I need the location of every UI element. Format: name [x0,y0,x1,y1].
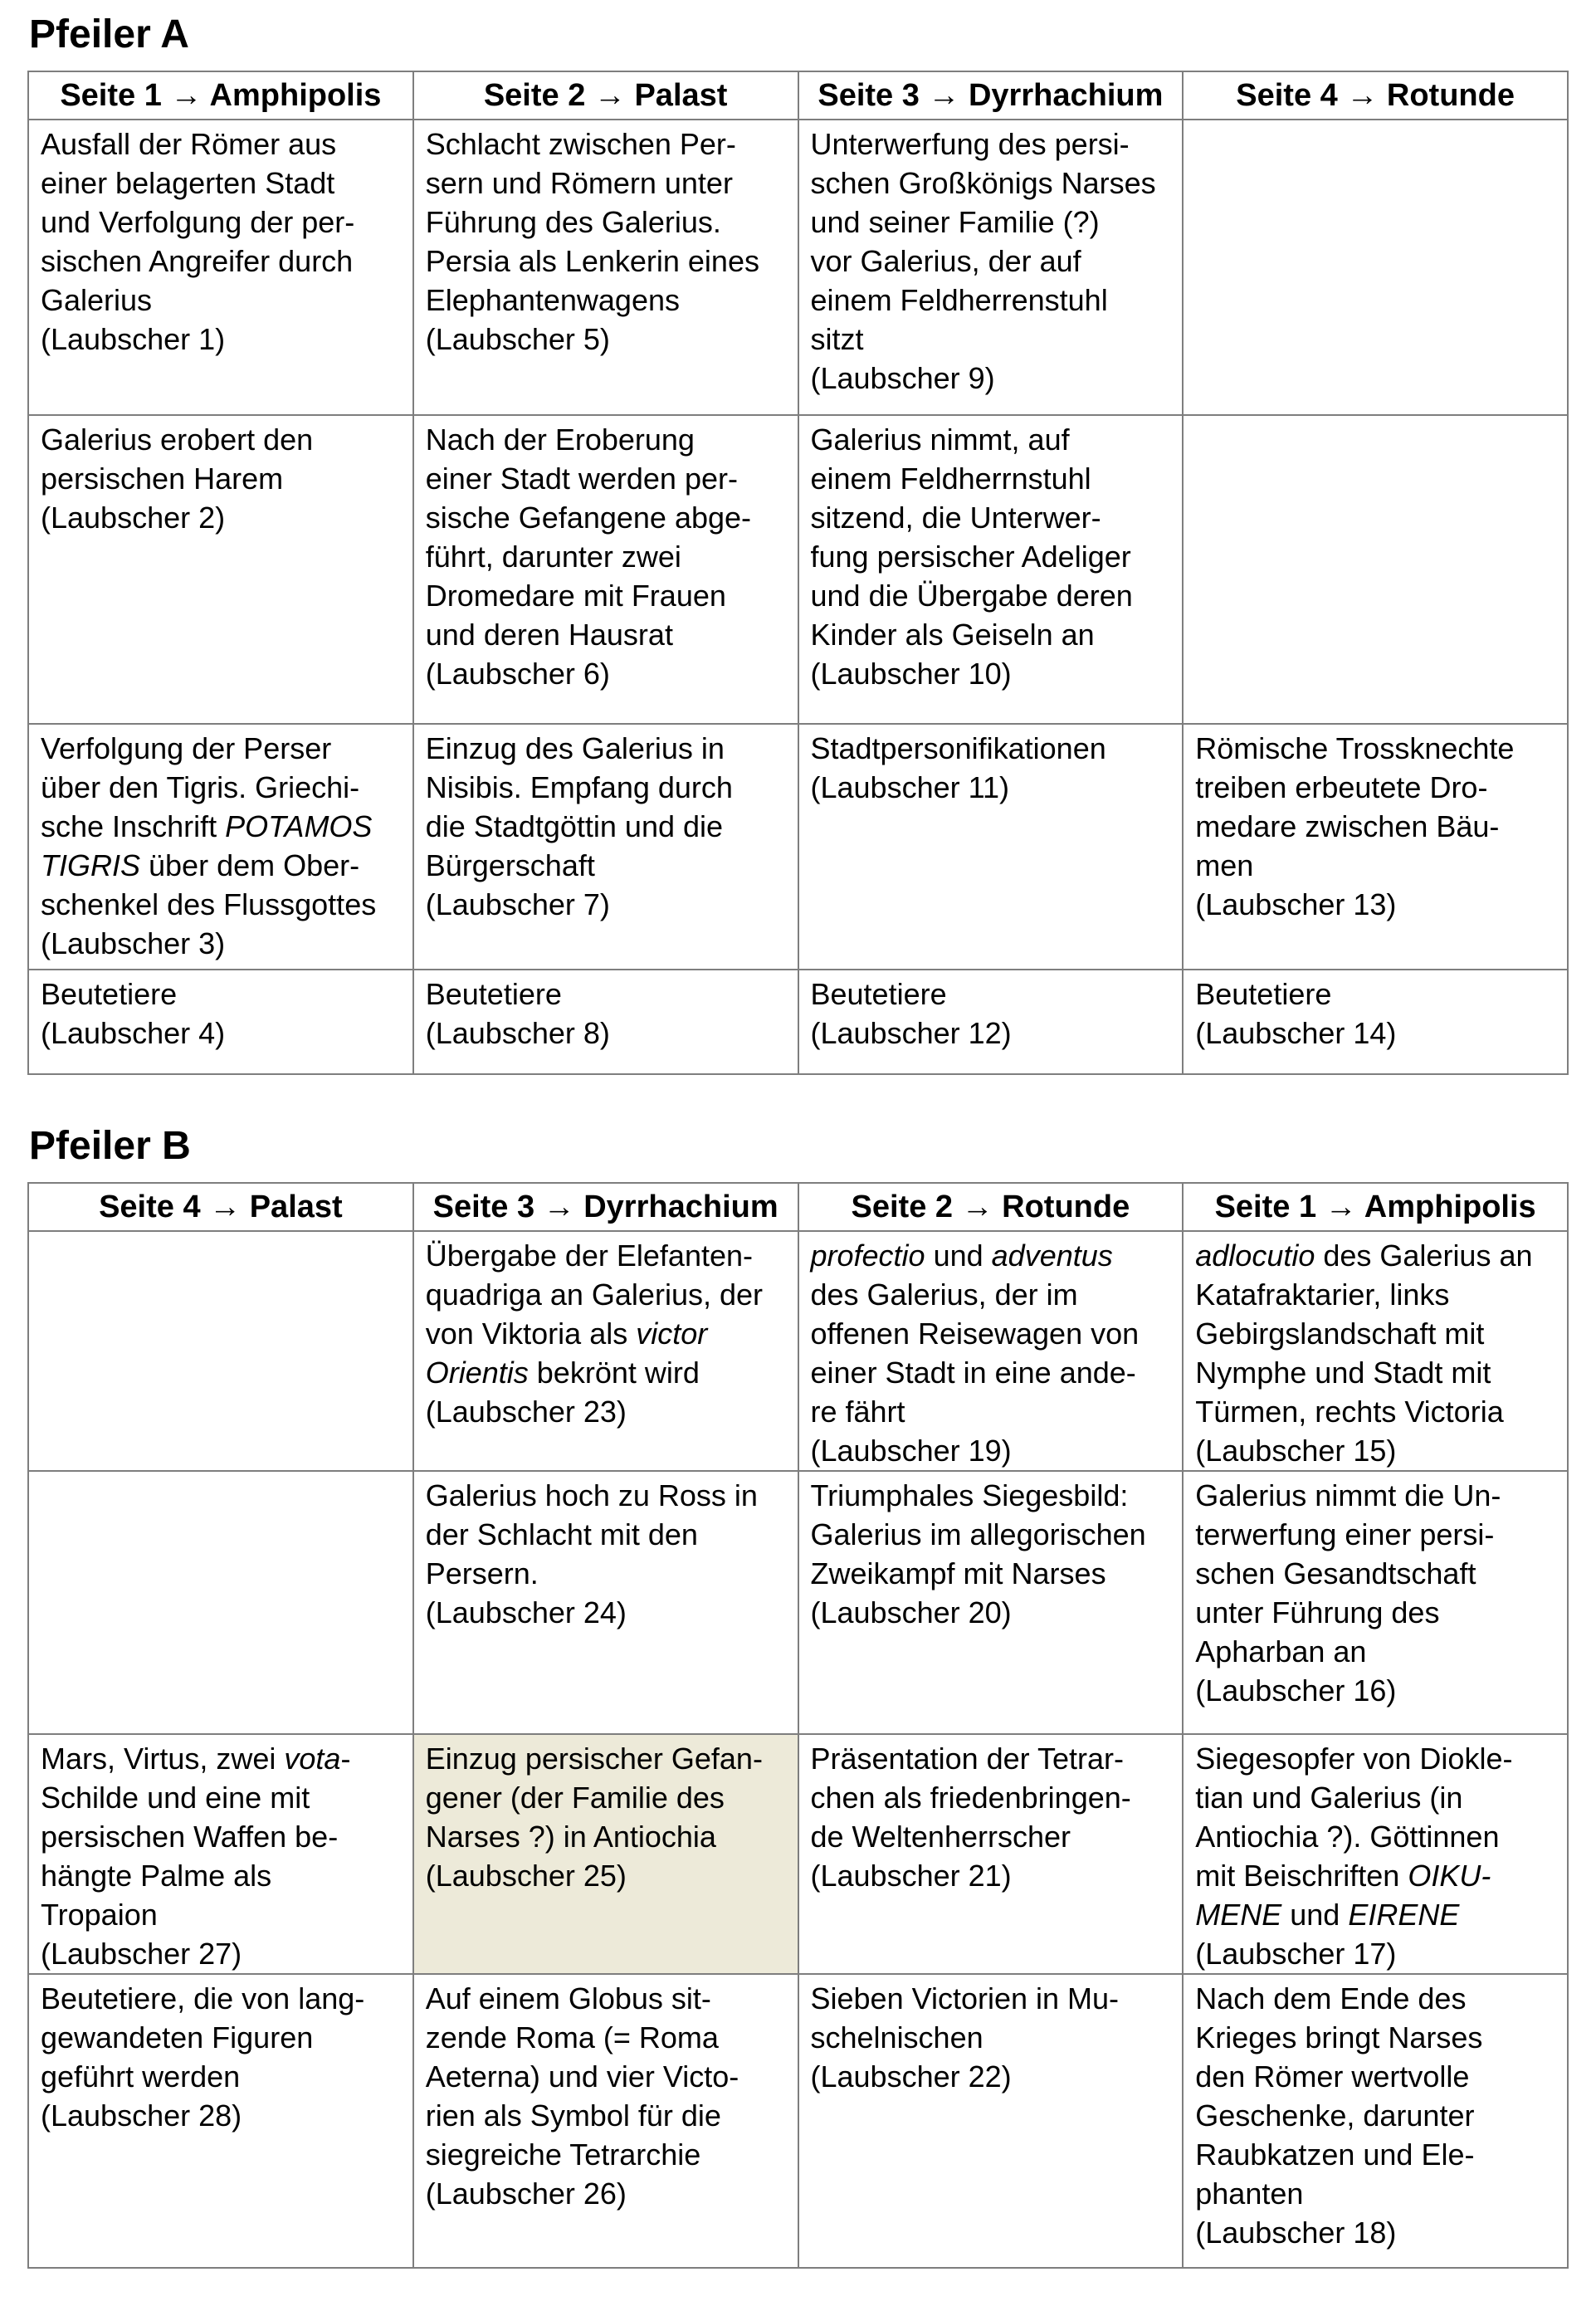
table-row [28,1471,1568,1734]
cell-laubscher-4: Beutetiere (Laubscher 4) [28,970,413,1074]
pfeiler-a-table [27,71,1569,1075]
cell-laubscher-5: Schlacht zwischen Per- sern und Römern unter Führung des Galerius. Persia als Lenkerin eines Elephantenwagens (Laubscher 5) [413,120,798,415]
cell-laubscher-10: Galerius nimmt, auf einem Feldherrnstuhl sitzend, die Unterwer- fung persischer Adeliger und die Übergabe deren Kinder als Geiseln an (Laubscher 10) [798,415,1184,724]
cell-laubscher-24: Galerius hoch zu Ross in der Schlacht mit den Persern. (Laubscher 24) [413,1471,798,1734]
cell-empty-a-2 [1183,415,1568,724]
cell-laubscher-26: Auf einem Globus sit- zende Roma (= Roma Aeterna) und vier Victo- rien als Symbol für die siegreiche Tetrarchie (Laubscher 26) [413,1974,798,2268]
pfeiler-b-header-seite-3-dyrrhachium: Seite 3 → Dyrrhachium [413,1183,798,1231]
cell-laubscher-28: Beutetiere, die von lang- gewandeten Figuren geführt werden (Laubscher 28) [28,1974,413,2268]
table-row [28,724,1568,970]
pfeiler-a-header-seite-2-palast: Seite 2 → Palast [413,71,798,120]
cell-laubscher-6: Nach der Eroberung einer Stadt werden per- sische Gefangene abge- führt, darunter zwei Dromedare mit Frauen und deren Hausrat (Laubscher 6) [413,415,798,724]
cell-laubscher-9: Unterwerfung des persi- schen Großkönigs Narses und seiner Familie (?) vor Galerius, der auf einem Feldherrenstuhl sitzt (Laubscher 9) [798,120,1184,415]
cell-laubscher-1: Ausfall der Römer aus einer belagerten Stadt und Verfolgung der per- sischen Angreifer durch Galerius (Laubscher 1) [28,120,413,415]
cell-laubscher-8: Beutetiere (Laubscher 8) [413,970,798,1074]
cell-laubscher-23: Übergabe der Elefanten- quadriga an Galerius, der von Viktoria als victor Orientis bekrönt wird (Laubscher 23) [413,1231,798,1471]
cell-laubscher-14: Beutetiere (Laubscher 14) [1183,970,1568,1074]
cell-empty-b-1 [28,1231,413,1471]
cell-laubscher-25-highlighted: Einzug persischer Gefan- gener (der Familie des Narses ?) in Antiochia (Laubscher 25) [413,1734,798,1974]
cell-laubscher-27: Mars, Virtus, zwei vota- Schilde und eine mit persischen Waffen be- hängte Palme als Tropaion (Laubscher 27) [28,1734,413,1974]
table-row [28,1974,1568,2268]
pfeiler-a-header-seite-4-rotunde: Seite 4 → Rotunde [1183,71,1568,120]
cell-laubscher-13: Römische Trossknechte treiben erbeutete Dro- medare zwischen Bäu- men (Laubscher 13) [1183,724,1568,970]
cell-laubscher-19: profectio und adventus des Galerius, der im offenen Reisewagen von einer Stadt in eine ande- re fährt (Laubscher 19) [798,1231,1184,1471]
table-row [28,120,1568,415]
cell-empty-b-2 [28,1471,413,1734]
cell-laubscher-2: Galerius erobert den persischen Harem (Laubscher 2) [28,415,413,724]
cell-laubscher-18: Nach dem Ende des Krieges bringt Narses den Römer wertvolle Geschenke, darunter Raubkatzen und Ele- phanten (Laubscher 18) [1183,1974,1568,2268]
cell-laubscher-16: Galerius nimmt die Un- terwerfung einer persi- schen Gesandtschaft unter Führung des Apharban an (Laubscher 16) [1183,1471,1568,1734]
pfeiler-b-table [27,1182,1569,2269]
pfeiler-a-header-seite-3-dyrrhachium: Seite 3 → Dyrrhachium [798,71,1184,120]
pfeiler-b-header-seite-2-rotunde: Seite 2 → Rotunde [798,1183,1184,1231]
pfeiler-a-header-seite-1-amphipolis: Seite 1 → Amphipolis [28,71,413,120]
cell-laubscher-21: Präsentation der Tetrar- chen als friedenbringen- de Weltenherrscher (Laubscher 21) [798,1734,1184,1974]
cell-empty-a-1 [1183,120,1568,415]
cell-laubscher-17: Siegesopfer von Diokle- tian und Galerius (in Antiochia ?). Göttinnen mit Beischriften OIKU- MENE und EIRENE (Laubscher 17) [1183,1734,1568,1974]
cell-laubscher-22: Sieben Victorien in Mu- schelnischen (Laubscher 22) [798,1974,1184,2268]
table-row [28,1231,1568,1471]
pfeiler-b-header-seite-4-palast: Seite 4 → Palast [28,1183,413,1231]
pfeiler-a-title: Pfeiler A [29,12,189,56]
cell-laubscher-12: Beutetiere (Laubscher 12) [798,970,1184,1074]
cell-laubscher-11: Stadtpersonifikationen (Laubscher 11) [798,724,1184,970]
cell-laubscher-7: Einzug des Galerius in Nisibis. Empfang durch die Stadtgöttin und die Bürgerschaft (Laubscher 7) [413,724,798,970]
table-row [28,415,1568,724]
cell-laubscher-20: Triumphales Siegesbild: Galerius im allegorischen Zweikampf mit Narses (Laubscher 20) [798,1471,1184,1734]
cell-laubscher-15: adlocutio des Galerius an Katafraktarier, links Gebirgslandschaft mit Nymphe und Stadt mit Türmen, rechts Victoria (Laubscher 15) [1183,1231,1568,1471]
pfeiler-b-header-row [28,1183,1568,1231]
pfeiler-b-header-seite-1-amphipolis: Seite 1 → Amphipolis [1183,1183,1568,1231]
pfeiler-b-title: Pfeiler B [29,1124,191,1168]
cell-laubscher-3: Verfolgung der Perser über den Tigris. Griechi- sche Inschrift POTAMOS TIGRIS über dem Ober- schenkel des Flussgottes (Laubscher 3) [28,724,413,970]
pfeiler-a-header-row [28,71,1568,120]
table-row [28,1734,1568,1974]
table-row [28,970,1568,1074]
